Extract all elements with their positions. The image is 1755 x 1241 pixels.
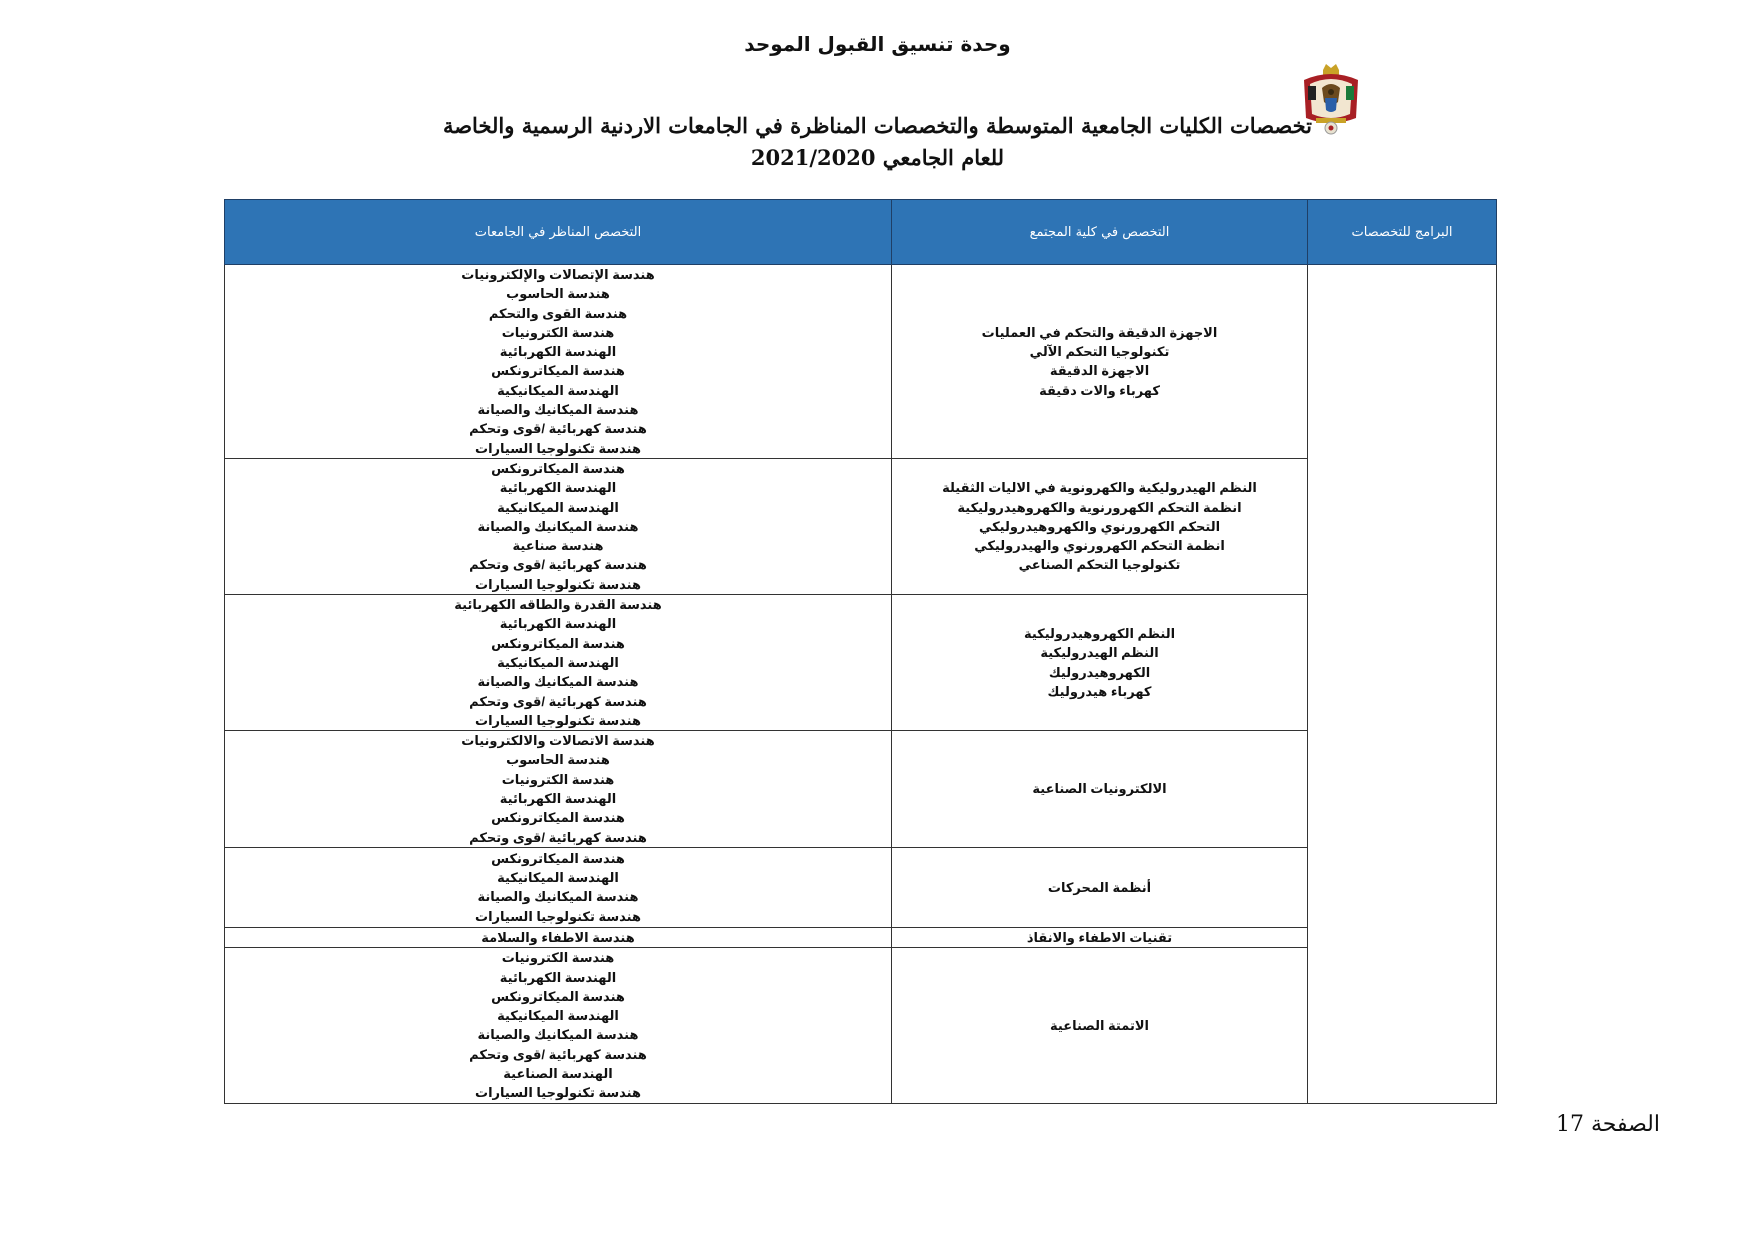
college-major-item: تكنولوجيا التحكم الصناعي [1018,557,1181,573]
page-number: الصفحة 17 [1555,1112,1660,1137]
organization-name: وحدة تنسيق القبول الموحد [744,32,1011,56]
university-major-item: هندسة كهربائية /قوى وتحكم [469,421,647,437]
university-major-item: هندسة الميكانيك والصيانة [477,1027,639,1043]
university-major-item: هندسة تكنولوجيا السيارات [475,1085,641,1101]
community-college-cell [892,458,1308,594]
university-major-item: هندسة تكنولوجيا السيارات [475,576,641,592]
college-major-item: تكنولوجيا التحكم الآلي [1029,344,1170,360]
community-college-cell [892,948,1308,1103]
university-major-item: هندسة الكترونيات [501,324,615,340]
college-major-item: الاتمتة الصناعية [1050,1017,1149,1033]
university-major-item: هندسة كهربائية /قوى وتحكم [469,693,647,709]
table-row [225,948,1497,1103]
college-major-item: الاجهزة الدقيقة [1049,363,1150,379]
header-programs: البرامج للتخصصات [1308,200,1497,265]
college-major-item: كهرباء والات دقيقة [1039,382,1160,398]
college-major-item: تقنيات الاطفاء والانقاذ [1026,929,1173,945]
university-major-item: هندسة الميكاترونكس [491,988,625,1004]
university-major-item: هندسة الاتصالات والالكترونيات [461,733,655,749]
university-major-item: هندسة الميكاترونكس [491,635,625,651]
community-college-cell [892,265,1308,459]
university-equivalent-cell [225,948,892,1103]
university-major-item: الهندسة الكهربائية [499,969,617,985]
university-major-item: الهندسة الكهربائية [499,791,617,807]
university-major-item: هندسة الميكانيك والصيانة [477,402,639,418]
university-major-item: هندسة الحاسوب [506,286,610,302]
college-major-item: انظمة التحكم الكهرورنوي والهيدروليكي [974,538,1225,554]
university-major-item: هندسة القوى والتحكم [488,305,628,321]
table-row [225,847,1497,927]
community-college-cell [892,847,1308,927]
university-major-item: هندسة الميكاترونكس [491,363,625,379]
university-major-item: الهندسة الكهربائية [499,616,617,632]
university-major-item: هندسة صناعية [512,538,604,554]
university-equivalent-cell [225,595,892,731]
university-major-item: هندسة تكنولوجيا السيارات [475,440,641,456]
university-major-item: هندسة كهربائية /قوى وتحكم [469,1046,647,1062]
university-major-item: هندسة الميكاترونكس [491,850,625,866]
university-equivalent-cell [225,458,892,594]
title-line-2: للعام الجامعي 2021/2020 [750,145,1005,170]
university-major-item: هندسة الحاسوب [506,752,610,768]
college-major-item: الالكترونيات الصناعية [1032,781,1167,797]
university-major-item: الهندسة الصناعية [503,1065,613,1081]
university-major-item: هندسة الميكانيك والصيانة [477,518,639,534]
college-major-item: انظمة التحكم الكهرورنوية والكهروهيدروليكية [957,499,1242,515]
college-major-item: التحكم الكهرورنوي والكهروهيدروليكي [978,518,1221,534]
table-row [225,927,1497,947]
majors-table [224,199,1497,1104]
university-major-item: الهندسة الكهربائية [499,344,617,360]
university-major-item: هندسة تكنولوجيا السيارات [475,908,641,924]
header-community-college: التخصص في كلية المجتمع [892,200,1308,265]
college-major-item: كهرباء هيدروليك [1047,683,1152,699]
university-major-item: الهندسة الميكانيكية [497,382,619,398]
university-equivalent-cell [225,265,892,459]
community-college-cell [892,731,1308,848]
university-major-item: هندسة الميكانيك والصيانة [477,674,639,690]
table-row [225,731,1497,848]
title-line-1: تخصصات الكليات الجامعية المتوسطة والتخصصات المناظرة في الجامعات الاردنية الرسمية والخاصة [442,113,1313,138]
university-major-item: الهندسة الميكانيكية [497,1008,619,1024]
header-university-equivalent: التخصص المناظر في الجامعات [225,200,892,265]
university-major-item: الهندسة الميكانيكية [497,870,619,886]
university-major-item: هندسة القدرة والطاقه الكهربائية [454,597,662,613]
university-major-item: الهندسة الميكانيكية [497,499,619,515]
college-major-item: أنظمة المحركات [1047,879,1152,895]
college-major-item: الاجهزة الدقيقة والتحكم في العمليات [981,324,1218,340]
college-major-item: النظم الكهروهيدروليكية [1023,625,1176,641]
university-equivalent-cell [225,847,892,927]
college-major-item: النظم الهيدروليكية [1040,645,1159,661]
university-major-item: الهندسة الكهربائية [499,480,617,496]
college-major-item: النظم الهيدروليكية والكهرونوية في الاليات الثقيلة [942,480,1257,496]
community-college-cell [892,595,1308,731]
programs-cell [1308,265,1497,1104]
university-major-item: هندسة الميكانيك والصيانة [477,889,639,905]
university-major-item: هندسة كهربائية /قوى وتحكم [469,829,647,845]
university-major-item: هندسة كهربائية /قوى وتحكم [469,557,647,573]
college-major-item: الكهروهيدروليك [1048,664,1151,680]
university-major-item: هندسة الميكاترونكس [491,810,625,826]
community-college-cell [892,927,1308,947]
table-header-row [225,200,1497,265]
university-major-item: الهندسة الميكانيكية [497,654,619,670]
document-title [0,110,1755,174]
table-row [225,265,1497,459]
table-row [225,595,1497,731]
university-major-item: هندسة الميكاترونكس [491,460,625,476]
university-major-item: هندسة الكترونيات [501,771,615,787]
university-major-item: هندسة الكترونيات [501,950,615,966]
university-major-item: هندسة تكنولوجيا السيارات [475,712,641,728]
university-major-item: هندسة الاطفاء والسلامة [481,929,635,945]
university-equivalent-cell [225,731,892,848]
university-equivalent-cell [225,927,892,947]
table-row [225,458,1497,594]
university-major-item: هندسة الإتصالات والإلكترونيات [461,267,655,282]
